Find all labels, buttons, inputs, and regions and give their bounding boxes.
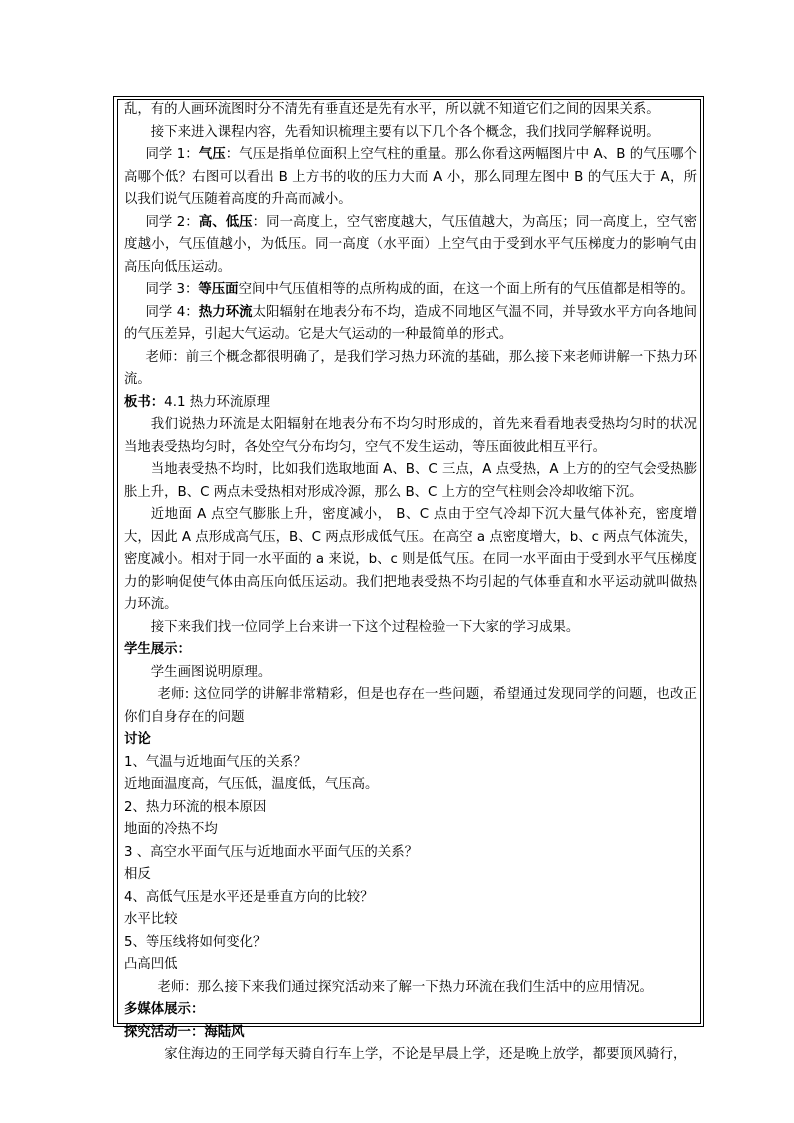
bold-text: 学生展示： bbox=[124, 642, 191, 657]
paragraph bbox=[124, 752, 697, 775]
text-run: 学生画图说明原理。 bbox=[150, 664, 272, 680]
text-run: 接下来进入课程内容，先看知识梳理主要有以下几个各个概念，我们找同学解释说明。 bbox=[150, 124, 660, 140]
paragraph bbox=[124, 662, 697, 685]
paragraph bbox=[124, 302, 697, 347]
text-run: 5、等压线将如何变化？ bbox=[124, 934, 267, 950]
text-run: 凸高凹低 bbox=[124, 957, 178, 972]
paragraph bbox=[124, 864, 697, 887]
paragraph bbox=[124, 954, 697, 977]
text-run: 近地面 A 点空气膨胀上升，密度减小， B、C 点由于空气冷却下沉大量气体补充，密度增大，因此 A 点形成高气压，B、C 两点形成低气压。在高空 a 点密度增大，b、c 两点气体流失，密度减小。相对于同一水平面的 a 来说，b、c 则是低气压。在同一水平面由于受到水平气压梯度力的影响促使气体由高压向低压运动。我们把地表受热不均引起的气体垂直和水平运动就叫做热力环流。 bbox=[124, 507, 697, 612]
paragraph bbox=[124, 797, 697, 820]
text-run: 4.1 热力环流原理 bbox=[164, 394, 271, 410]
text-run: 太阳辐射在地表分布不均，造成不同地区气温不同，并导致水平方向各地间的气压差异，引起大气运动。它是大气运动的一种最简单的形式。 bbox=[124, 304, 698, 342]
bold-text: 探究活动一：海陆风 bbox=[124, 1024, 245, 1040]
text-run: 乱，有的人画环流图时分不清先有垂直还是先有水平，所以就不知道它们之间的因果关系。 bbox=[124, 102, 660, 117]
text-run: 老师: 这位同学的讲解非常精彩，但是也存在一些问题，希望通过发现同学的问题，也改正你们自身存在的问题 bbox=[124, 687, 697, 725]
paragraph bbox=[124, 684, 697, 729]
text-run: 同学 2： bbox=[145, 214, 199, 230]
text-run: 相反 bbox=[124, 867, 151, 882]
text-run: 近地面温度高，气压低，温度低，气压高。 bbox=[124, 777, 379, 792]
bold-text: 多媒体展示： bbox=[124, 1002, 205, 1017]
paragraph bbox=[124, 729, 697, 752]
text-run: 4、高低气压是水平还是垂直方向的比较？ bbox=[124, 889, 374, 905]
paragraph bbox=[124, 122, 697, 145]
text-run: 空间中气压值相等的点所构成的面，在这一个面上所有的气压值都是相等的。 bbox=[238, 282, 694, 297]
text-run: 3 、高空水平面气压与近地面水平面气压的关系？ bbox=[124, 844, 418, 860]
paragraph bbox=[124, 1044, 697, 1067]
paragraph bbox=[124, 504, 697, 617]
paragraph bbox=[124, 392, 697, 415]
paragraph bbox=[124, 347, 697, 392]
paragraph bbox=[124, 977, 697, 1000]
document-body bbox=[124, 99, 697, 1067]
text-run: 我们说热力环流是太阳辐射在地表分布不均匀时形成的，首先来看看地表受热均匀时的状况当地表受热均匀时，各处空气分布均匀，空气不发生运动，等压面彼此相互平行。 bbox=[124, 417, 697, 455]
paragraph bbox=[124, 212, 697, 280]
text-run: 地面的冷热不均 bbox=[124, 822, 218, 837]
paragraph bbox=[124, 1022, 697, 1045]
paragraph bbox=[124, 639, 697, 662]
bold-text: 等压面 bbox=[198, 282, 239, 297]
paragraph bbox=[124, 842, 697, 865]
bold-text: 热力环流 bbox=[198, 304, 253, 320]
bold-text: 高、低压 bbox=[198, 214, 253, 230]
text-run: 同学 3： bbox=[145, 282, 199, 297]
text-run: 2、热力环流的根本原因 bbox=[124, 799, 267, 815]
paragraph bbox=[124, 887, 697, 910]
paragraph bbox=[124, 774, 697, 797]
bold-text: 讨论 bbox=[124, 732, 151, 747]
paragraph bbox=[124, 144, 697, 212]
text-run: 同学 1： bbox=[145, 147, 199, 162]
paragraph bbox=[124, 909, 697, 932]
text-run: 老师：那么接下来我们通过探究活动来了解一下热力环流在我们生活中的应用情况。 bbox=[157, 979, 653, 995]
text-run: 老师：前三个概念都很明确了，是我们学习热力环流的基础，那么接下来老师讲解一下热力环流。 bbox=[124, 349, 697, 387]
paragraph bbox=[124, 819, 697, 842]
text-run: 水平比较 bbox=[124, 912, 178, 927]
paragraph bbox=[124, 932, 697, 955]
bold-text: 气压 bbox=[198, 147, 226, 162]
bold-text: 板书： bbox=[124, 394, 165, 410]
paragraph bbox=[124, 414, 697, 459]
paragraph bbox=[124, 999, 697, 1022]
text-run: ：同一高度上，空气密度越大，气压值越大，为高压；同一高度上，空气密度越小，气压值越小，为低压。同一高度（水平面）上空气由于受到水平气压梯度力的影响气由高压向低压运动。 bbox=[124, 214, 698, 275]
text-run: ：气压是指单位面积上空气柱的重量。那么你看这两幅图片中 A、B 的气压哪个高哪个低？右图可以看出 B 上方书的收的压力大而 A 小，那么同理左图中 B 的气压大于 A，所以我们说气压随着高度的升高而减小。 bbox=[124, 147, 698, 207]
text-run: 接下来我们找一位同学上台来讲一下这个过程检验一下大家的学习成果。 bbox=[150, 619, 580, 635]
paragraph bbox=[124, 99, 697, 122]
text-run: 当地表受热不均时，比如我们选取地面 A、B、C 三点，A 点受热，A 上方的的空气会受热膨胀上升，B、C 两点未受热相对形成冷源，那么 B、C 上方的空气柱则会冷却收缩下沉。 bbox=[124, 462, 697, 500]
paragraph bbox=[124, 617, 697, 640]
text-run: 1、气温与近地面气压的关系？ bbox=[124, 754, 307, 770]
paragraph bbox=[124, 459, 697, 504]
text-run: 家住海边的王同学每天骑自行车上学，不论是早晨上学，还是晚上放学，都要顶风骑行， bbox=[164, 1047, 687, 1062]
text-run: 同学 4： bbox=[145, 304, 199, 320]
paragraph bbox=[124, 279, 697, 302]
